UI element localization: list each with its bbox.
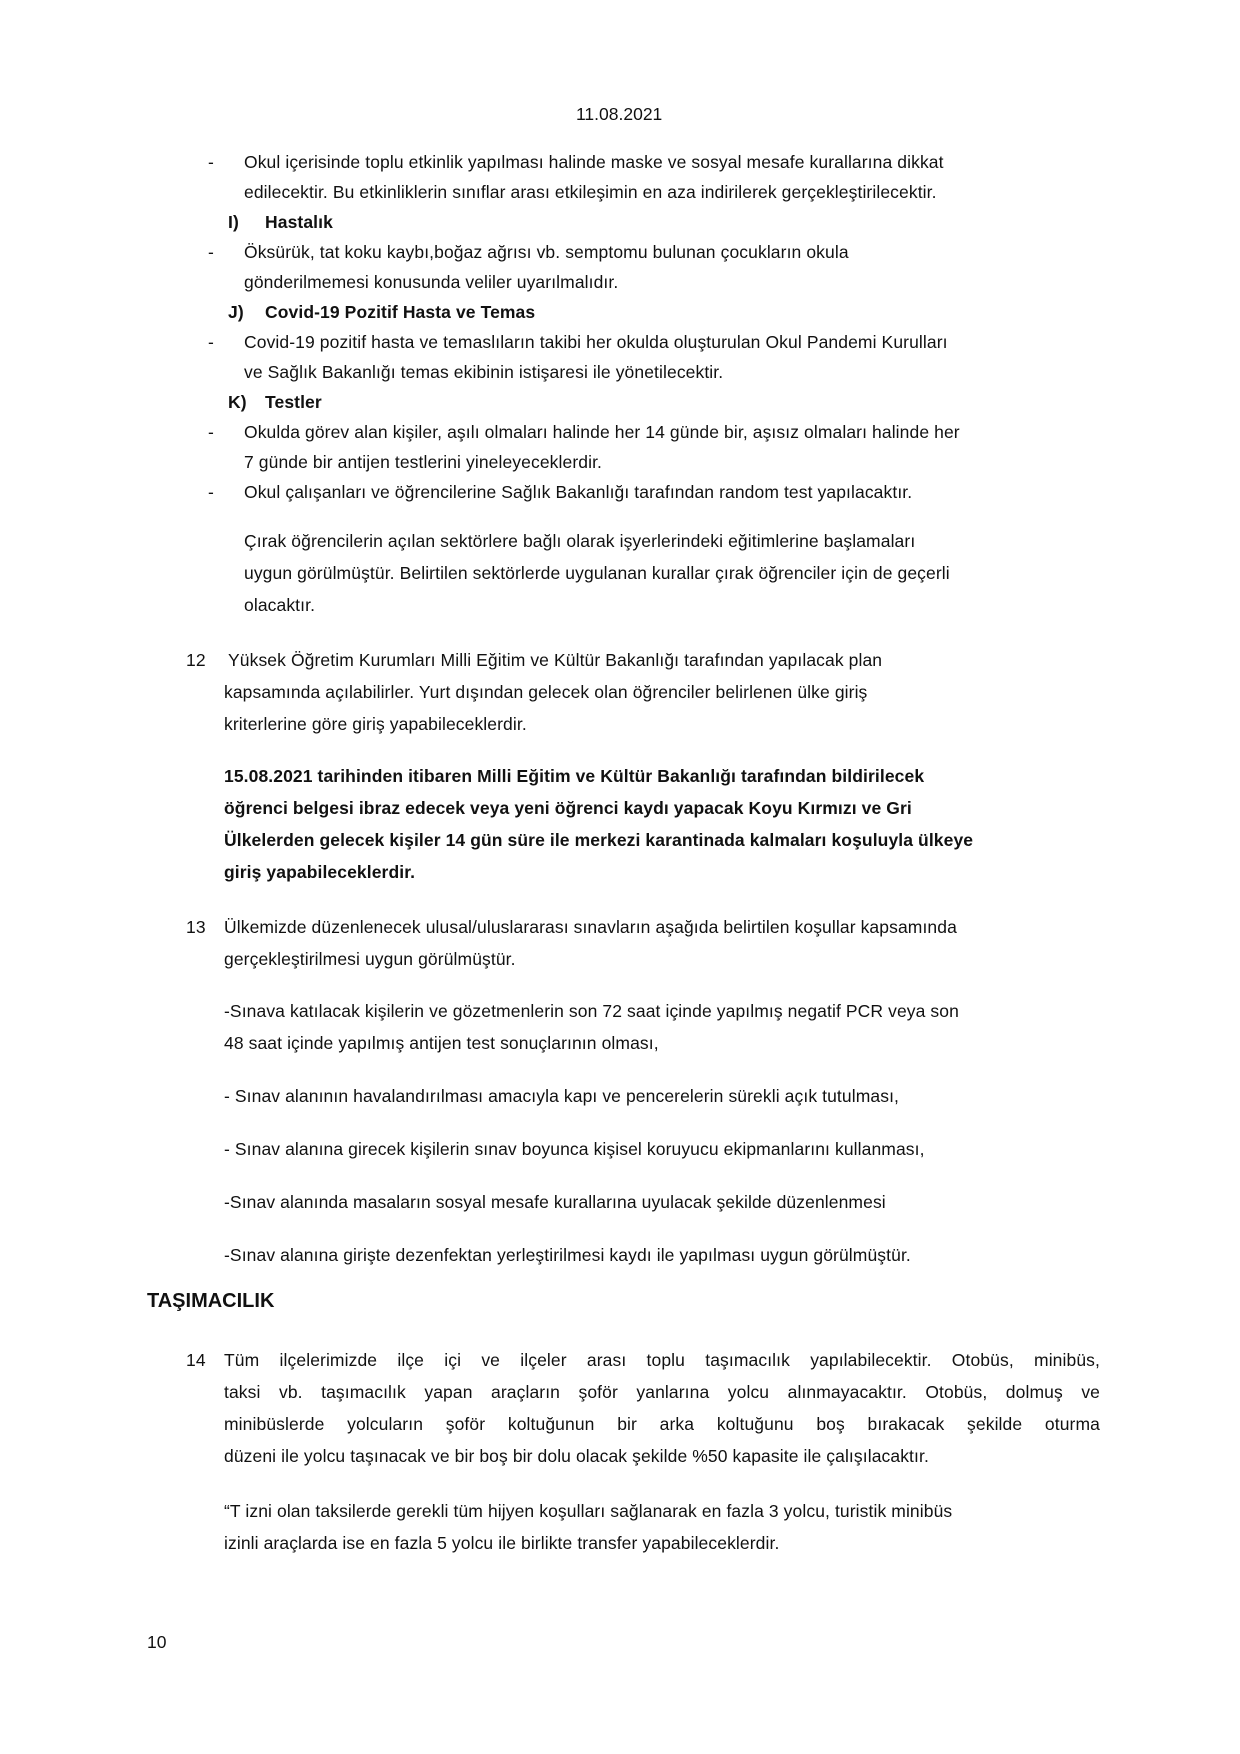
text-line: ve Sağlık Bakanlığı temas ekibinin istişaresi ile yönetilecektir. [244,362,724,382]
condition-line: - Sınav alanına girecek kişilerin sınav boyunca kişisel koruyucu ekipmanlarını kullanması, [224,1139,925,1159]
quote-line: izinli araçlarda ise en fazla 5 yolcu ile birlikte transfer yapabileceklerdir. [224,1533,780,1553]
text-line: Covid-19 pozitif hasta ve temaslıların takibi her okulda oluşturulan Okul Pandemi Kurulları [244,332,948,352]
condition-line: -Sınav alanına girişte dezenfektan yerleştirilmesi kaydı ile yapılması uygun görülmüştür. [224,1245,911,1265]
page-number: 10 [147,1632,167,1652]
condition-line: -Sınava katılacak kişilerin ve gözetmenlerin son 72 saat içinde yapılmış negatif PCR veya son [224,1001,959,1021]
text-line: olacaktır. [244,595,316,615]
header-date: 11.08.2021 [576,104,663,124]
bold-text-line: öğrenci belgesi ibraz edecek veya yeni öğrenci kaydı yapacak Koyu Kırmızı ve Gri [224,798,912,818]
text-line: Tüm ilçelerimizde ilçe içi ve ilçeler arası toplu taşımacılık yapılabilecektir. Otobüs, minibüs, [224,1350,1100,1370]
bullet-dash: - [208,242,214,262]
text-line: 7 günde bir antijen testlerini yineleyeceklerdir. [244,452,603,472]
text-line: edilecektir. Bu etkinliklerin sınıflar arası etkileşimin en aza indirilerek gerçekleştirilecektir. [244,182,937,202]
text-line: taksi vb. taşımacılık yapan araçların şoför yanlarına yolcu alınmayacaktır. Otobüs, dolmuş ve [224,1382,1100,1402]
quote-line: “T izni olan taksilerde gerekli tüm hijyen koşulları sağlanarak en fazla 3 yolcu, turistik minibüs [224,1501,953,1521]
condition-line: 48 saat içinde yapılmış antijen test sonuçlarının olması, [224,1033,659,1053]
text-line: Ülkemizde düzenlenecek ulusal/uluslararası sınavların aşağıda belirtilen koşullar kapsamında [224,917,957,937]
text-line: Yüksek Öğretim Kurumları Milli Eğitim ve Kültür Bakanlığı tarafından yapılacak plan [228,650,883,670]
text-line: kapsamında açılabilirler. Yurt dışından gelecek olan öğrenciler belirlenen ülke giriş [224,682,868,702]
text-line: Okul içerisinde toplu etkinlik yapılması halinde maske ve sosyal mesafe kurallarına dikkat [244,152,944,172]
item-14-paragraph [224,1345,1100,1471]
bullet-dash: - [208,152,214,172]
bold-text-line: giriş yapabileceklerdir. [224,862,416,882]
bullet-dash: - [208,422,214,442]
text-line: gönderilmemesi konusunda veliler uyarılmalıdır. [244,272,619,292]
text-line: Öksürük, tat koku kaybı,boğaz ağrısı vb. semptomu bulunan çocukların okula [244,242,849,262]
condition-line: - Sınav alanının havalandırılması amacıyla kapı ve pencerelerin sürekli açık tutulması, [224,1086,899,1106]
text-line: düzeni ile yolcu taşınacak ve bir boş bir dolu olacak şekilde %50 kapasite ile çalışılacaktır. [224,1446,929,1466]
text-line: minibüslerde yolcuların şoför koltuğunun bir arka koltuğunu boş bırakacak şekilde oturma [224,1414,1100,1434]
text-line: Okul çalışanları ve öğrencilerine Sağlık Bakanlığı tarafından random test yapılacaktır. [244,482,913,502]
section-marker: K) [228,392,247,412]
transport-heading: TAŞIMACILIK [147,1290,275,1312]
item-number: 14 [186,1350,206,1370]
item-number: 12 [186,650,206,670]
text-line: Çırak öğrencilerin açılan sektörlere bağlı olarak işyerlerindeki eğitimlerine başlamaları [244,531,916,551]
section-title: Testler [265,392,322,412]
text-line: Okulda görev alan kişiler, aşılı olmaları halinde her 14 günde bir, aşısız olmaları halinde her [244,422,960,442]
bold-text-line: Ülkelerden gelecek kişiler 14 gün süre ile merkezi karantinada kalmaları koşuluyla ülkeye [224,830,974,850]
section-marker: I) [228,212,239,232]
bullet-dash: - [208,332,214,352]
section-title: Covid-19 Pozitif Hasta ve Temas [265,302,536,322]
section-marker: J) [228,302,244,322]
condition-line: -Sınav alanında masaların sosyal mesafe kurallarına uyulacak şekilde düzenlenmesi [224,1192,886,1212]
item-number: 13 [186,917,206,937]
text-line: gerçekleştirilmesi uygun görülmüştür. [224,949,516,969]
bullet-dash: - [208,482,214,502]
text-line: kriterlerine göre giriş yapabileceklerdir. [224,714,527,734]
section-title: Hastalık [265,212,333,232]
text-line: uygun görülmüştür. Belirtilen sektörlerde uygulanan kurallar çırak öğrenciler için de geçerli [244,563,950,583]
bold-text-line: 15.08.2021 tarihinden itibaren Milli Eğitim ve Kültür Bakanlığı tarafından bildirilecek [224,766,925,786]
